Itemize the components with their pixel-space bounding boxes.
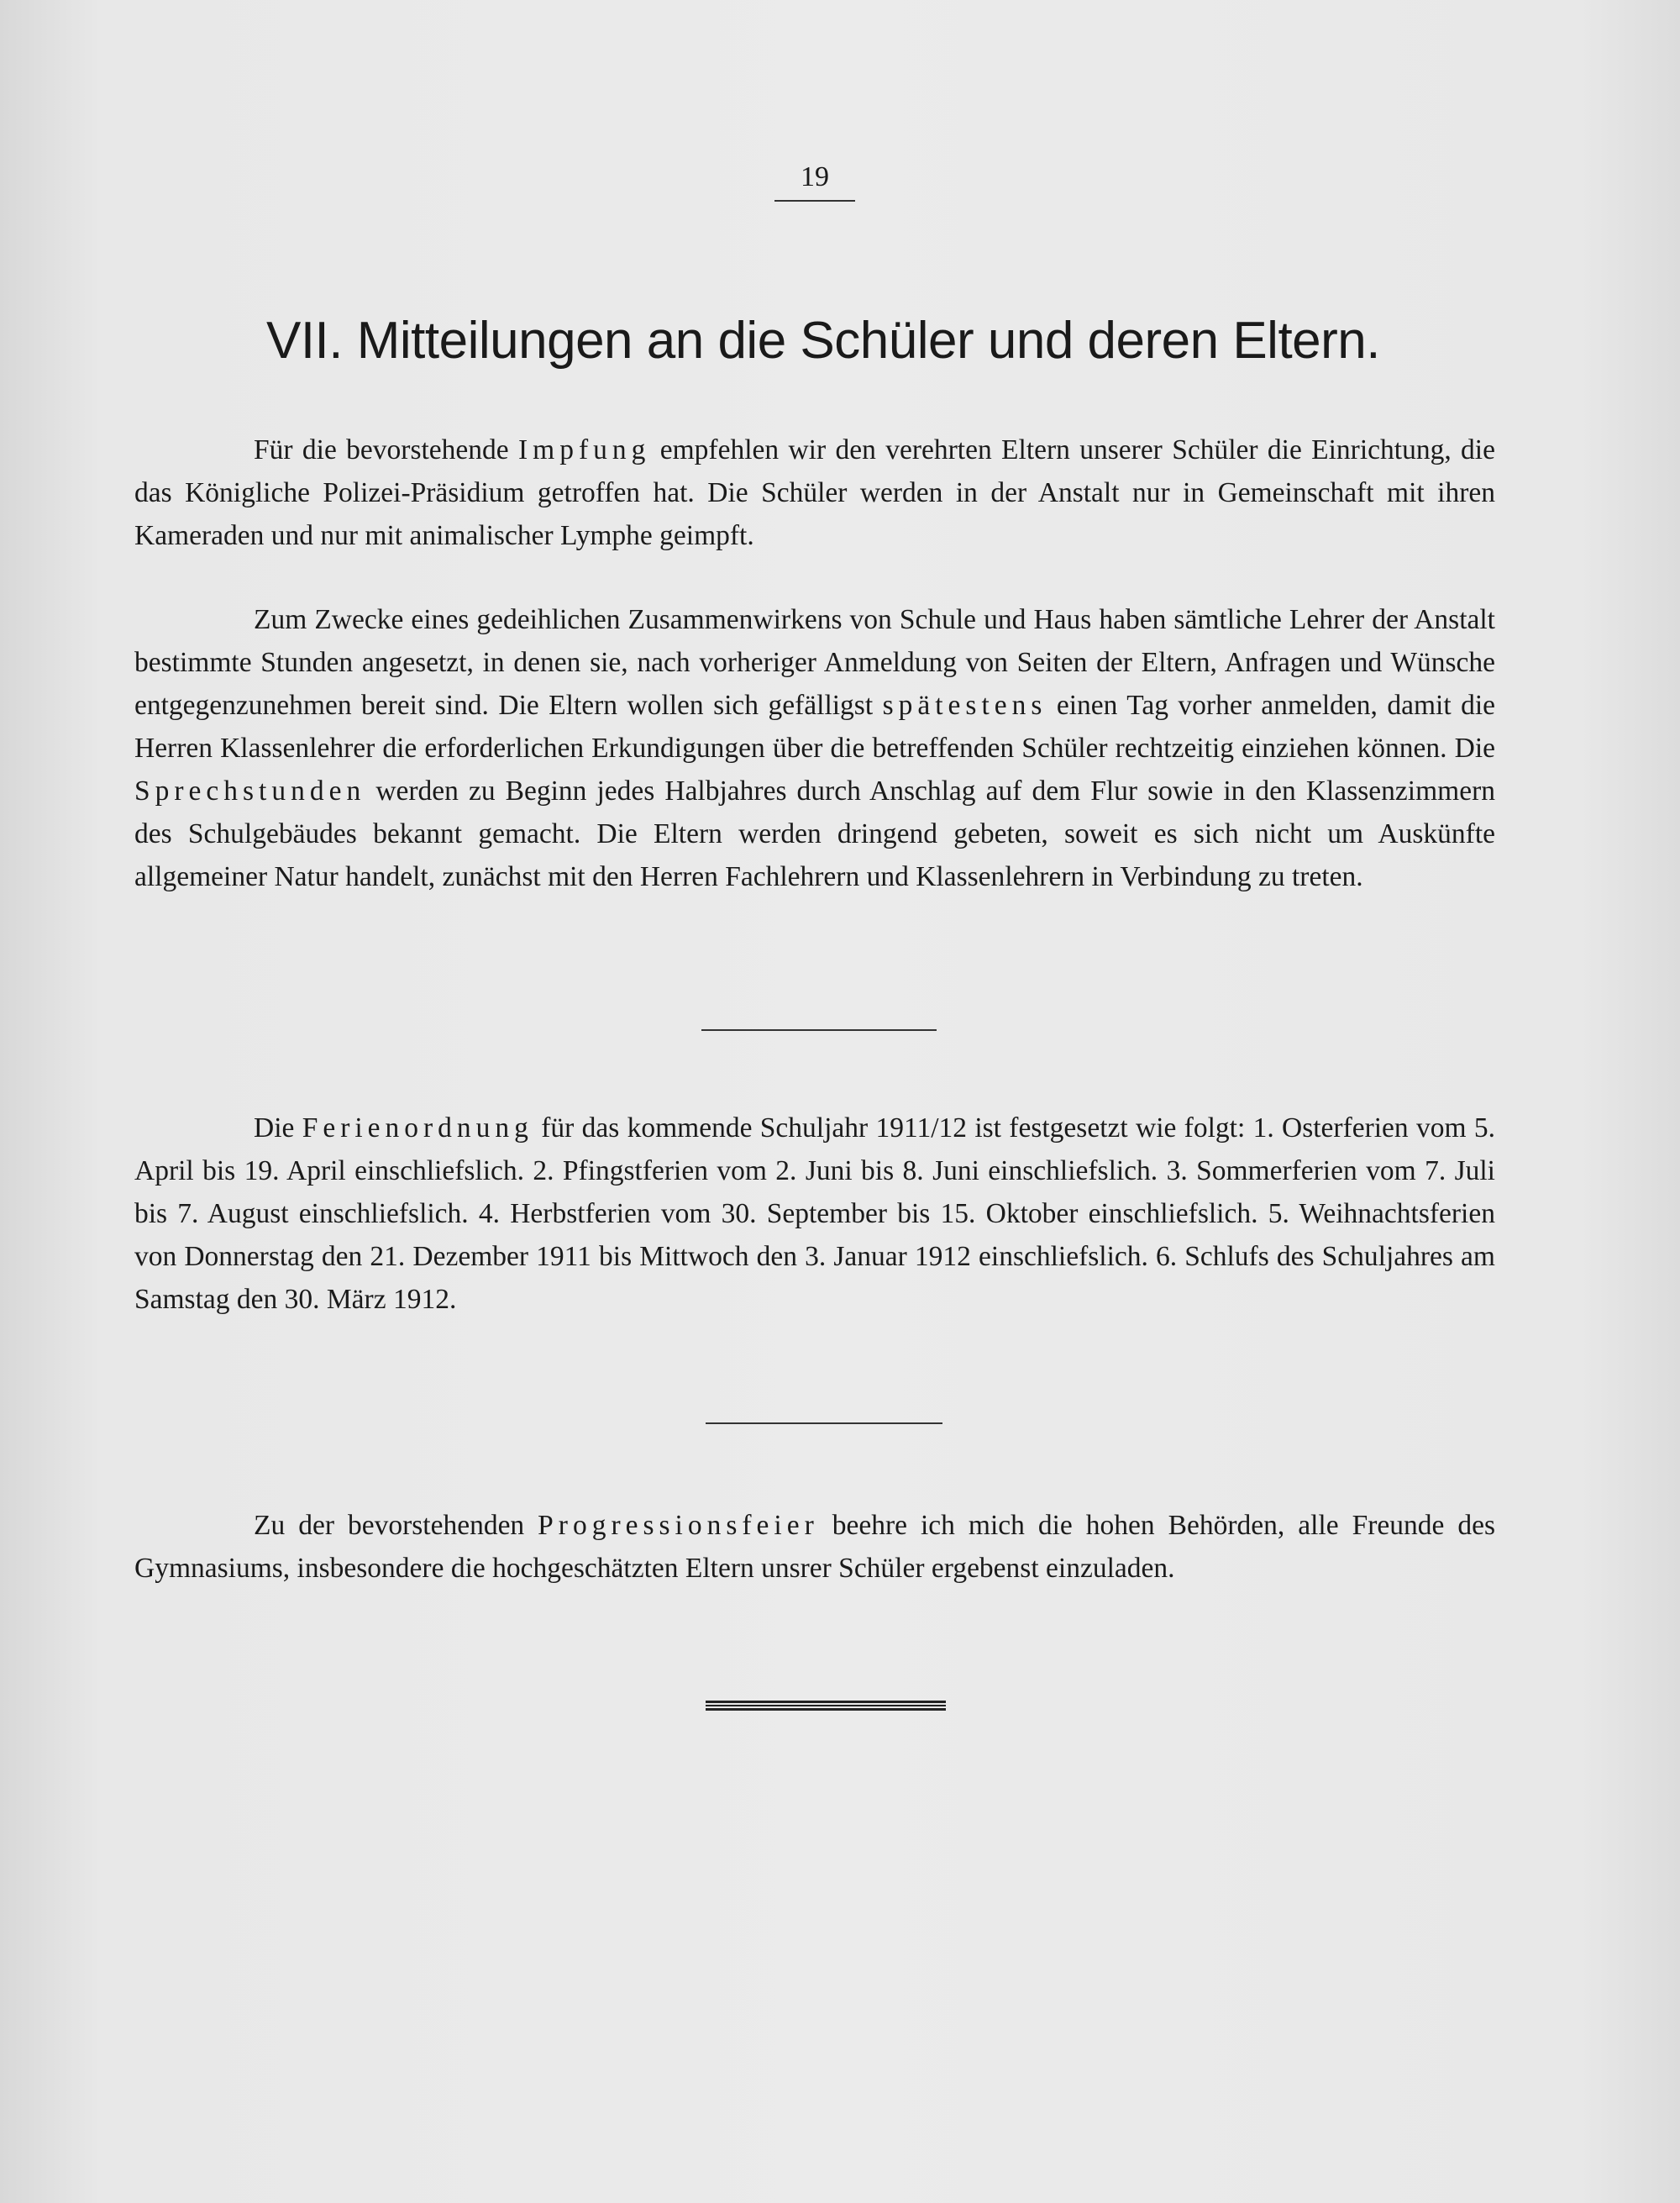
emphasis-ferienordnung: Ferienordnung bbox=[302, 1112, 533, 1144]
emphasis-sprechstunden: Sprechstunden bbox=[134, 776, 366, 807]
emphasis-impfung: Impfung bbox=[518, 434, 651, 465]
page-number-rule bbox=[774, 200, 855, 202]
section-divider bbox=[701, 1029, 937, 1031]
paragraph-progressionsfeier bbox=[134, 1504, 1495, 1590]
section-divider bbox=[706, 1422, 942, 1424]
paragraph-ferienordnung bbox=[134, 1107, 1495, 1321]
emphasis-progressionsfeier: Progressionsfeier bbox=[538, 1510, 819, 1541]
paragraph-text: empfehlen wir den verehrten Eltern unserer Schüler die Einrichtung, die das Königliche Polizei-Präsidium getroffen hat. Die Schüler werden in der Anstalt nur in Gemeinschaft mit ihren Kameraden und nur mit animalischer Lymphe geimpft. bbox=[134, 434, 1495, 551]
end-double-rule bbox=[706, 1701, 946, 1711]
paragraph-text: für das kommende Schuljahr 1911/12 ist festgesetzt wie folgt: 1. Osterferien vom 5. April bis 19. April einschliefslich. 2. Pfingstferien vom 2. Juni bis 8. Juni einschliefslich. 3. Sommerferien vom 7. Juli bis 7. August einschliefslich. 4. Herbstferien vom 30. September bis 15. Oktober einschliefslich. 5. Weihnachtsferien von Donnerstag den 21. Dezember 1911 bis Mittwoch den 3. Januar 1912 einschliefslich. 6. Schlufs des Schuljahres am Samstag den 30. März 1912. bbox=[134, 1112, 1495, 1315]
paragraph-text: Die bbox=[254, 1112, 302, 1144]
page-number: 19 bbox=[801, 161, 829, 192]
paragraph-impfung bbox=[134, 429, 1495, 557]
paragraph-sprechstunden bbox=[134, 598, 1495, 898]
paragraph-text: Zu der bevorstehenden bbox=[254, 1510, 538, 1541]
paragraph-text: werden zu Beginn jedes Halbjahres durch Anschlag auf dem Flur sowie in den Klassenzimmern des Schulgebäudes bekannt gemacht. Die Eltern werden dringend gebeten, soweit es sich nicht um Auskünfte allgemeiner Natur handelt, zunächst mit den Herren Fachlehrern und Klassenlehrern in Verbindung zu treten. bbox=[134, 776, 1495, 892]
paragraph-text: Zum Zwecke eines gedeihlichen Zusammenwirkens von Schule und Haus haben sämtliche Lehrer der Anstalt bestimmte Stunden angesetzt, in denen sie, nach vorheriger Anmeldung von Seiten der Eltern, Anfragen und Wünsche entgegenzunehmen bereit sind. Die Eltern wollen sich gefälligst bbox=[134, 604, 1495, 721]
emphasis-spaetestens: spätestens bbox=[882, 690, 1047, 721]
paragraph-text: beehre ich mich die hohen Behörden, alle Freunde des Gymnasiums, insbesondere die hochgeschätzten Eltern unsrer Schüler ergebenst einzuladen. bbox=[134, 1510, 1495, 1584]
section-heading: VII. Mitteilungen an die Schüler und deren Eltern. bbox=[265, 312, 1381, 370]
paragraph-text: einen Tag vorher anmelden, damit die Herren Klassenlehrer die erforderlichen Erkundigungen über die betreffenden Schüler rechtzeitig einziehen können. Die bbox=[134, 690, 1495, 764]
paragraph-text: Für die bevorstehende bbox=[254, 434, 519, 465]
